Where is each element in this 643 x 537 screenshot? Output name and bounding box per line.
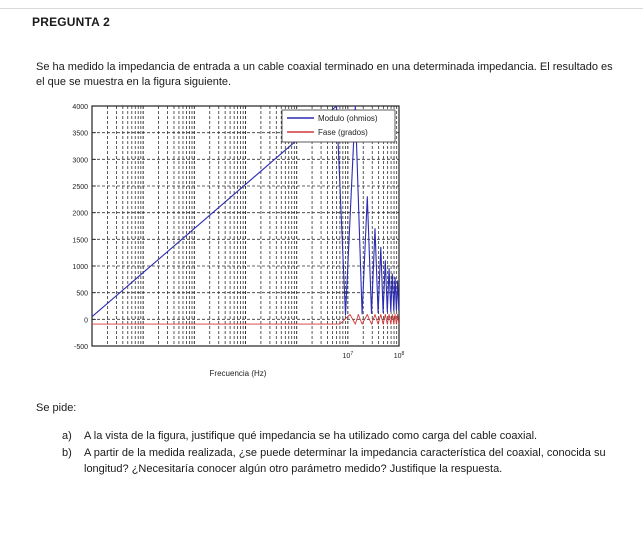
question-text: A la vista de la figura, justifique qué impedancia se ha utilizado como carga del cable coaxial. [84,430,538,442]
y-tick-label: -500 [73,344,88,351]
y-tick-label: 1000 [72,264,88,271]
y-tick-label: 1500 [72,237,88,245]
impedance-chart-svg [58,96,418,386]
top-divider [0,8,643,9]
y-tick-label: 2500 [72,184,88,191]
y-tick-label: 4000 [72,104,88,111]
question-letter: b) [62,447,72,459]
y-tick-labels [72,104,88,351]
se-pide-label: Se pide: [36,402,77,414]
question-list [62,428,622,478]
question-letter: a) [62,430,72,442]
x-tick-label: $10^7$ [342,351,354,360]
x-axis-label: Frecuencia (Hz) [209,369,267,378]
x-tick-labels [343,351,405,360]
question-b [62,445,622,477]
y-tick-label: 2000 [72,210,88,218]
y-tick-label: 500 [76,290,88,298]
legend-label-modulo: Modulo (ohmios) [318,114,378,123]
impedance-chart [58,96,418,391]
question-a [62,428,622,444]
chart-legend [282,110,395,142]
question-text: A partir de la medida realizada, ¿se puede determinar la impedancia característica del coaxial, conocida su longitud? ¿Necesitaría conocer algún otro parámetro medido? Justifique la respuesta. [84,447,606,475]
y-tick-label: 3000 [72,157,88,165]
y-tick-label: 3500 [72,130,88,138]
x-tick-label: $10^8$ [393,351,405,360]
y-tick-label: 0 [84,317,88,325]
legend-label-fase: Fase (grados) [318,128,368,137]
intro-paragraph: Se ha medido la impedancia de entrada a un cable coaxial terminado en una determinada impedancia. El resultado es el que se muestra en la figura siguiente. [36,61,613,88]
question-title: PREGUNTA 2 [32,15,111,29]
